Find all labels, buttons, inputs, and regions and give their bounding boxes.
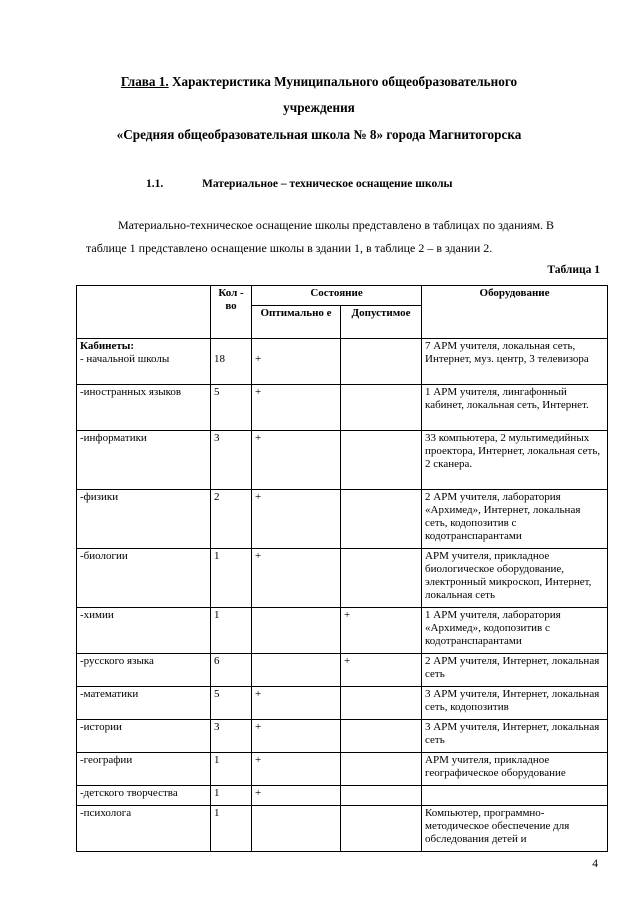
equipment-cell: Компьютер, программно-методическое обеспечение для обследования детей и	[422, 806, 608, 852]
room-name-cell: -психолога	[77, 806, 211, 852]
optimal-cell: +	[252, 720, 341, 753]
equipment-table	[76, 285, 608, 852]
room-name: - начальной школы	[80, 353, 170, 365]
optimal-cell: +	[252, 786, 341, 806]
table-caption: Таблица 1	[547, 264, 600, 276]
acceptable-cell	[341, 431, 422, 490]
acceptable-cell	[341, 385, 422, 431]
header-empty-cell	[77, 286, 211, 339]
count-cell: 1	[211, 753, 252, 786]
room-name-cell: -истории	[77, 720, 211, 753]
table-row	[77, 687, 608, 720]
equipment-cell: 33 компьютера, 2 мультимедийных проектора, Интернет, локальная сеть, 2 сканера.	[422, 431, 608, 490]
table-row	[77, 654, 608, 687]
subsection-number: 1.1.	[146, 178, 164, 190]
optimal-cell	[252, 806, 341, 852]
optimal-cell-value: +	[255, 353, 262, 365]
room-name-cell: -химии	[77, 608, 211, 654]
table-row	[77, 786, 608, 806]
header-state: Состояние	[252, 286, 422, 306]
room-name-cell: -детского творчества	[77, 786, 211, 806]
room-name-cell: -географии	[77, 753, 211, 786]
count-cell: 1	[211, 786, 252, 806]
table-row	[77, 806, 608, 852]
equipment-cell	[422, 786, 608, 806]
subsection-title: Материальное – техническое оснащение школы	[202, 178, 453, 190]
optimal-cell: +	[252, 385, 341, 431]
equipment-cell: 2 АРМ учителя, Интернет, локальная сеть	[422, 654, 608, 687]
paragraph-line1: Материально-техническое оснащение школы представлено в таблицах по зданиям. В	[118, 218, 555, 232]
equipment-cell: 1 АРМ учителя, лингафонный кабинет, локальная сеть, Интернет.	[422, 385, 608, 431]
table-row	[77, 549, 608, 608]
count-cell: 6	[211, 654, 252, 687]
count-cell: 3	[211, 720, 252, 753]
paragraph-line2: таблице 1 представлено оснащение школы в здании 1, в таблице 2 – в здании 2.	[86, 241, 493, 255]
acceptable-cell	[341, 753, 422, 786]
equipment-cell: 3 АРМ учителя, Интернет, локальная сеть, кодопозитив	[422, 687, 608, 720]
chapter-title-line1: Характеристика Муниципального общеобразовательного	[168, 74, 518, 89]
optimal-cell: +	[252, 431, 341, 490]
count-cell: 1	[211, 608, 252, 654]
room-name-cell: -иностранных языков	[77, 385, 211, 431]
equipment-cell: 3 АРМ учителя, Интернет, локальная сеть	[422, 720, 608, 753]
school-name: «Средняя общеобразовательная школа № 8» города Магнитогорска	[116, 127, 522, 142]
equipment-cell: 2 АРМ учителя, лаборатория «Архимед», Интернет, локальная сеть, кодопозитив с кодотранспарантами	[422, 490, 608, 549]
count-cell: 1	[211, 806, 252, 852]
room-name-cell: -математики	[77, 687, 211, 720]
rooms-group-label: Кабинеты:	[80, 340, 135, 352]
equipment-cell: 1 АРМ учителя, лаборатория «Архимед», кодопозитив с кодотранспарантами	[422, 608, 608, 654]
acceptable-cell: +	[341, 608, 422, 654]
table-row	[77, 608, 608, 654]
acceptable-cell	[341, 720, 422, 753]
optimal-cell	[252, 654, 341, 687]
header-optimal: Оптимально е	[252, 306, 341, 339]
count-cell: 2	[211, 490, 252, 549]
count-cell: 3	[211, 431, 252, 490]
room-name-cell: -русского языка	[77, 654, 211, 687]
room-name-cell: -биологии	[77, 549, 211, 608]
table-row	[77, 385, 608, 431]
optimal-cell: +	[252, 687, 341, 720]
table-header-row	[77, 286, 608, 306]
header-count: Кол - во	[211, 286, 252, 339]
table-row	[77, 431, 608, 490]
table-row	[77, 753, 608, 786]
table-row	[77, 490, 608, 549]
equipment-cell: АРМ учителя, прикладное географическое оборудование	[422, 753, 608, 786]
equipment-cell: АРМ учителя, прикладное биологическое оборудование, электронный микроскоп, Интернет, локальная сеть	[422, 549, 608, 608]
optimal-cell: +	[252, 549, 341, 608]
optimal-cell	[252, 608, 341, 654]
acceptable-cell: +	[341, 654, 422, 687]
count-cell	[211, 339, 252, 385]
acceptable-cell	[341, 687, 422, 720]
table-row	[77, 339, 608, 385]
header-equipment: Оборудование	[422, 286, 608, 339]
table-row	[77, 720, 608, 753]
room-name-cell: -информатики	[77, 431, 211, 490]
room-name-cell: -физики	[77, 490, 211, 549]
count-cell: 5	[211, 687, 252, 720]
acceptable-cell	[341, 806, 422, 852]
acceptable-cell	[341, 549, 422, 608]
acceptable-cell	[341, 339, 422, 385]
optimal-cell: +	[252, 490, 341, 549]
count-cell-value: 18	[214, 353, 225, 365]
page-number: 4	[592, 858, 598, 870]
acceptable-cell	[341, 786, 422, 806]
acceptable-cell	[341, 490, 422, 549]
count-cell: 1	[211, 549, 252, 608]
optimal-cell	[252, 339, 341, 385]
room-name-cell	[77, 339, 211, 385]
count-cell: 5	[211, 385, 252, 431]
header-acceptable: Допустимое	[341, 306, 422, 339]
equipment-cell: 7 АРМ учителя, локальная сеть, Интернет, муз. центр, 3 телевизора	[422, 339, 608, 385]
chapter-label: Глава 1.	[120, 74, 169, 89]
optimal-cell: +	[252, 753, 341, 786]
chapter-title	[0, 74, 638, 90]
chapter-title-line2: учреждения	[283, 100, 355, 115]
